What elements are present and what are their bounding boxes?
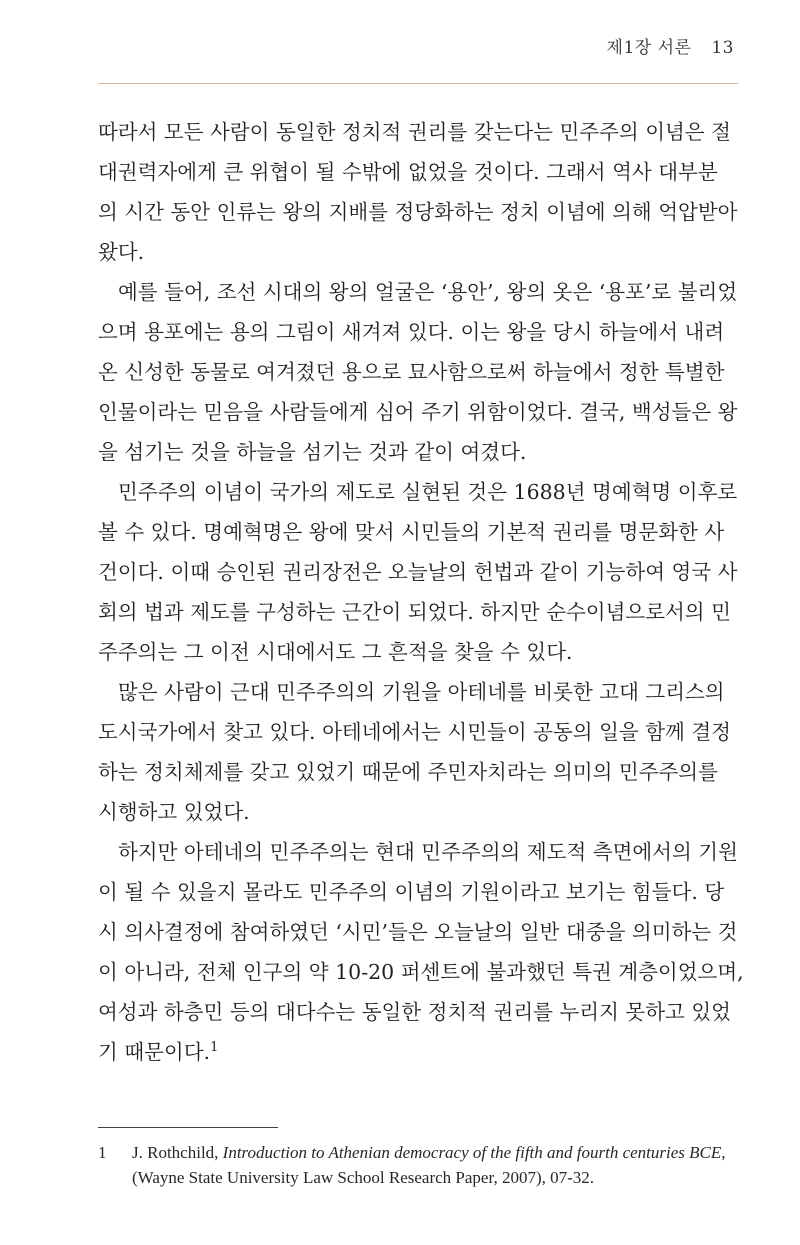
text-line: 시 의사결정에 참여하였던 ‘시민’들은 오늘날의 일반 대중을 의미하는 것 <box>98 920 738 944</box>
paragraph-3 <box>98 472 740 672</box>
paragraph-1 <box>98 112 740 272</box>
text-line: 인물이라는 믿음을 사람들에게 심어 주기 위함이었다. 결국, 백성들은 왕 <box>98 400 738 424</box>
running-header <box>607 33 734 58</box>
header-rule <box>98 83 738 84</box>
text-line: 왔다. <box>98 240 145 264</box>
body-text <box>98 112 744 1072</box>
footnote <box>98 1140 748 1190</box>
text-line: 시행하고 있었다. <box>98 800 250 824</box>
text-line: 온 신성한 동물로 여겨졌던 용으로 묘사함으로써 하늘에서 정한 특별한 <box>98 360 725 384</box>
text-line: 하지만 아테네의 민주주의는 현대 민주주의의 제도적 측면에서의 기원 <box>118 840 738 864</box>
text-line: 많은 사람이 근대 민주주의의 기원을 아테네를 비롯한 고대 그리스의 <box>118 680 725 704</box>
chapter-title: 제1장 서론 <box>606 38 692 58</box>
footnote-author: J. Rothchild, <box>132 1143 219 1162</box>
text-line: 이 아니라, 전체 인구의 약 10-20 퍼센트에 불과했던 특권 계층이었으며, <box>98 960 744 984</box>
footnote-line-1 <box>98 1140 748 1165</box>
text-line: 회의 법과 제도를 구성하는 근간이 되었다. 하지만 순수이념으로서의 민 <box>98 600 731 624</box>
text-line: 볼 수 있다. 명예혁명은 왕에 맞서 시민들의 기본적 권리를 명문화한 사 <box>98 520 725 544</box>
footnote-number: 1 <box>98 1143 107 1162</box>
text-line: 이 될 수 있을지 몰라도 민주주의 이념의 기원이라고 보기는 힘들다. 당 <box>98 880 725 904</box>
text-line: 대권력자에게 큰 위협이 될 수밖에 없었을 것이다. 그래서 역사 대부분 <box>98 160 718 184</box>
text-line: 으며 용포에는 용의 그림이 새겨져 있다. 이는 왕을 당시 하늘에서 내려 <box>98 320 725 344</box>
text-line: 건이다. 이때 승인된 권리장전은 오늘날의 헌법과 같이 기능하여 영국 사 <box>98 560 738 584</box>
text-line: 주주의는 그 이전 시대에서도 그 흔적을 찾을 수 있다. <box>98 640 573 664</box>
text-line: 예를 들어, 조선 시대의 왕의 얼굴은 ‘용안’, 왕의 옷은 ‘용포’로 불리었 <box>118 280 738 304</box>
footnote-line-2 <box>98 1165 748 1190</box>
text-line: 도시국가에서 찾고 있다. 아테네에서는 시민들이 공동의 일을 함께 결정 <box>98 720 731 744</box>
text-line-content: 기 때문이다. <box>98 1040 211 1064</box>
text-line: 따라서 모든 사람이 동일한 정치적 권리를 갖는다는 민주주의 이념은 절 <box>98 120 731 144</box>
text-line: 을 섬기는 것을 하늘을 섬기는 것과 같이 여겼다. <box>98 440 527 464</box>
text-line: 여성과 하층민 등의 대다수는 동일한 정치적 권리를 누리지 못하고 있었 <box>98 1000 731 1024</box>
paragraph-2 <box>98 272 740 472</box>
paragraph-4 <box>98 672 740 832</box>
footnote-rule <box>98 1127 278 1128</box>
text-line: 민주주의 이념이 국가의 제도로 실현된 것은 1688년 명예혁명 이후로 <box>118 480 738 504</box>
paragraph-5 <box>98 832 744 1072</box>
text-line: 하는 정치체제를 갖고 있었기 때문에 주민자치라는 의미의 민주주의를 <box>98 760 718 784</box>
page-number: 13 <box>711 38 734 58</box>
footnote-punct: , <box>721 1143 726 1162</box>
footnote-title: Introduction to Athenian democracy of the fifth and fourth centuries BCE <box>222 1143 722 1162</box>
footnote-publication: (Wayne State University Law School Research Paper, 2007), 07-32. <box>132 1168 595 1187</box>
text-line: 의 시간 동안 인류는 왕의 지배를 정당화하는 정치 이념에 의해 억압받아 <box>98 200 738 224</box>
text-line <box>98 1032 740 1072</box>
footnote-reference[interactable]: 1 <box>210 1040 219 1056</box>
